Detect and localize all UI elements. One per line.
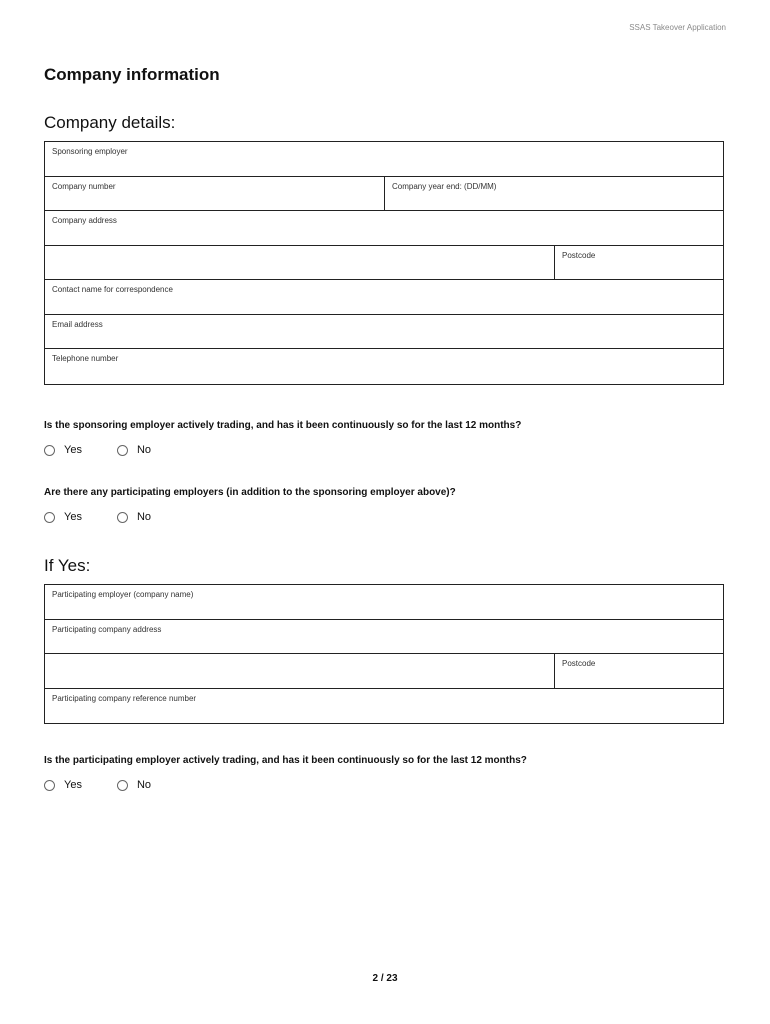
radio-no[interactable] [117, 511, 151, 523]
radio-label: No [136, 779, 152, 791]
radio-group-sponsoring-trading [44, 444, 151, 456]
radio-yes[interactable] [44, 779, 82, 791]
form-row [45, 654, 723, 689]
form-row [45, 280, 723, 315]
radio-label: Yes [64, 511, 82, 523]
section-title: Company information [44, 65, 220, 84]
form-row [45, 177, 723, 212]
radio-circle-icon[interactable] [117, 780, 128, 791]
radio-yes[interactable] [44, 444, 82, 456]
form-row [45, 349, 723, 384]
radio-circle-icon[interactable] [44, 780, 55, 791]
participating-reference-field[interactable]: Participating company reference number [52, 693, 197, 703]
radio-circle-icon[interactable] [44, 512, 55, 523]
page-number: 2 / 23 [372, 973, 398, 984]
participating-address-field[interactable]: Participating company address [52, 624, 162, 634]
radio-circle-icon[interactable] [117, 445, 128, 456]
company-details-title: Company details: [44, 113, 176, 132]
radio-circle-icon[interactable] [117, 512, 128, 523]
email-address-field[interactable]: Email address [52, 319, 103, 329]
radio-label: No [136, 511, 152, 523]
telephone-number-field[interactable]: Telephone number [52, 354, 119, 363]
question-participating-trading: Is the participating employer actively trading, and has it been continuously so for the last 12 months? [44, 755, 527, 766]
contact-name-field[interactable]: Contact name for correspondence [52, 285, 173, 294]
form-row [45, 142, 723, 177]
form-row [45, 315, 723, 350]
company-year-end-field[interactable]: Company year end: (DD/MM) [384, 177, 723, 211]
participating-postcode-field[interactable]: Postcode [554, 654, 723, 688]
radio-no[interactable] [117, 779, 151, 791]
radio-label: No [136, 444, 152, 456]
form-row [45, 620, 723, 655]
participating-address-line-2-field[interactable] [45, 654, 554, 688]
company-address-field[interactable]: Company address [52, 216, 117, 225]
radio-group-participating-trading [44, 779, 151, 791]
form-row [45, 211, 723, 246]
question-participating-employers: Are there any participating employers (in addition to the sponsoring employer above)? [44, 487, 456, 498]
radio-group-participating-employers [44, 511, 151, 523]
participating-employer-field[interactable]: Participating employer (company name) [52, 590, 194, 599]
radio-no[interactable] [117, 444, 151, 456]
radio-label: Yes [64, 779, 82, 791]
question-sponsoring-trading: Is the sponsoring employer actively trading, and has it been continuously so for the last 12 months? [44, 420, 522, 431]
company-address-line-2-field[interactable] [45, 246, 554, 280]
form-row [45, 689, 723, 724]
if-yes-title: If Yes: [44, 556, 91, 575]
radio-label: Yes [64, 444, 82, 456]
company-details-form [44, 141, 724, 385]
participating-employer-form [44, 584, 724, 724]
company-number-field[interactable]: Company number [52, 181, 116, 191]
sponsoring-employer-field[interactable]: Sponsoring employer [52, 147, 128, 156]
page-header-doc-title: SSAS Takeover Application [629, 23, 726, 32]
company-postcode-field[interactable]: Postcode [554, 246, 723, 280]
form-row [45, 585, 723, 620]
radio-circle-icon[interactable] [44, 445, 55, 456]
form-row [45, 246, 723, 281]
radio-yes[interactable] [44, 511, 82, 523]
